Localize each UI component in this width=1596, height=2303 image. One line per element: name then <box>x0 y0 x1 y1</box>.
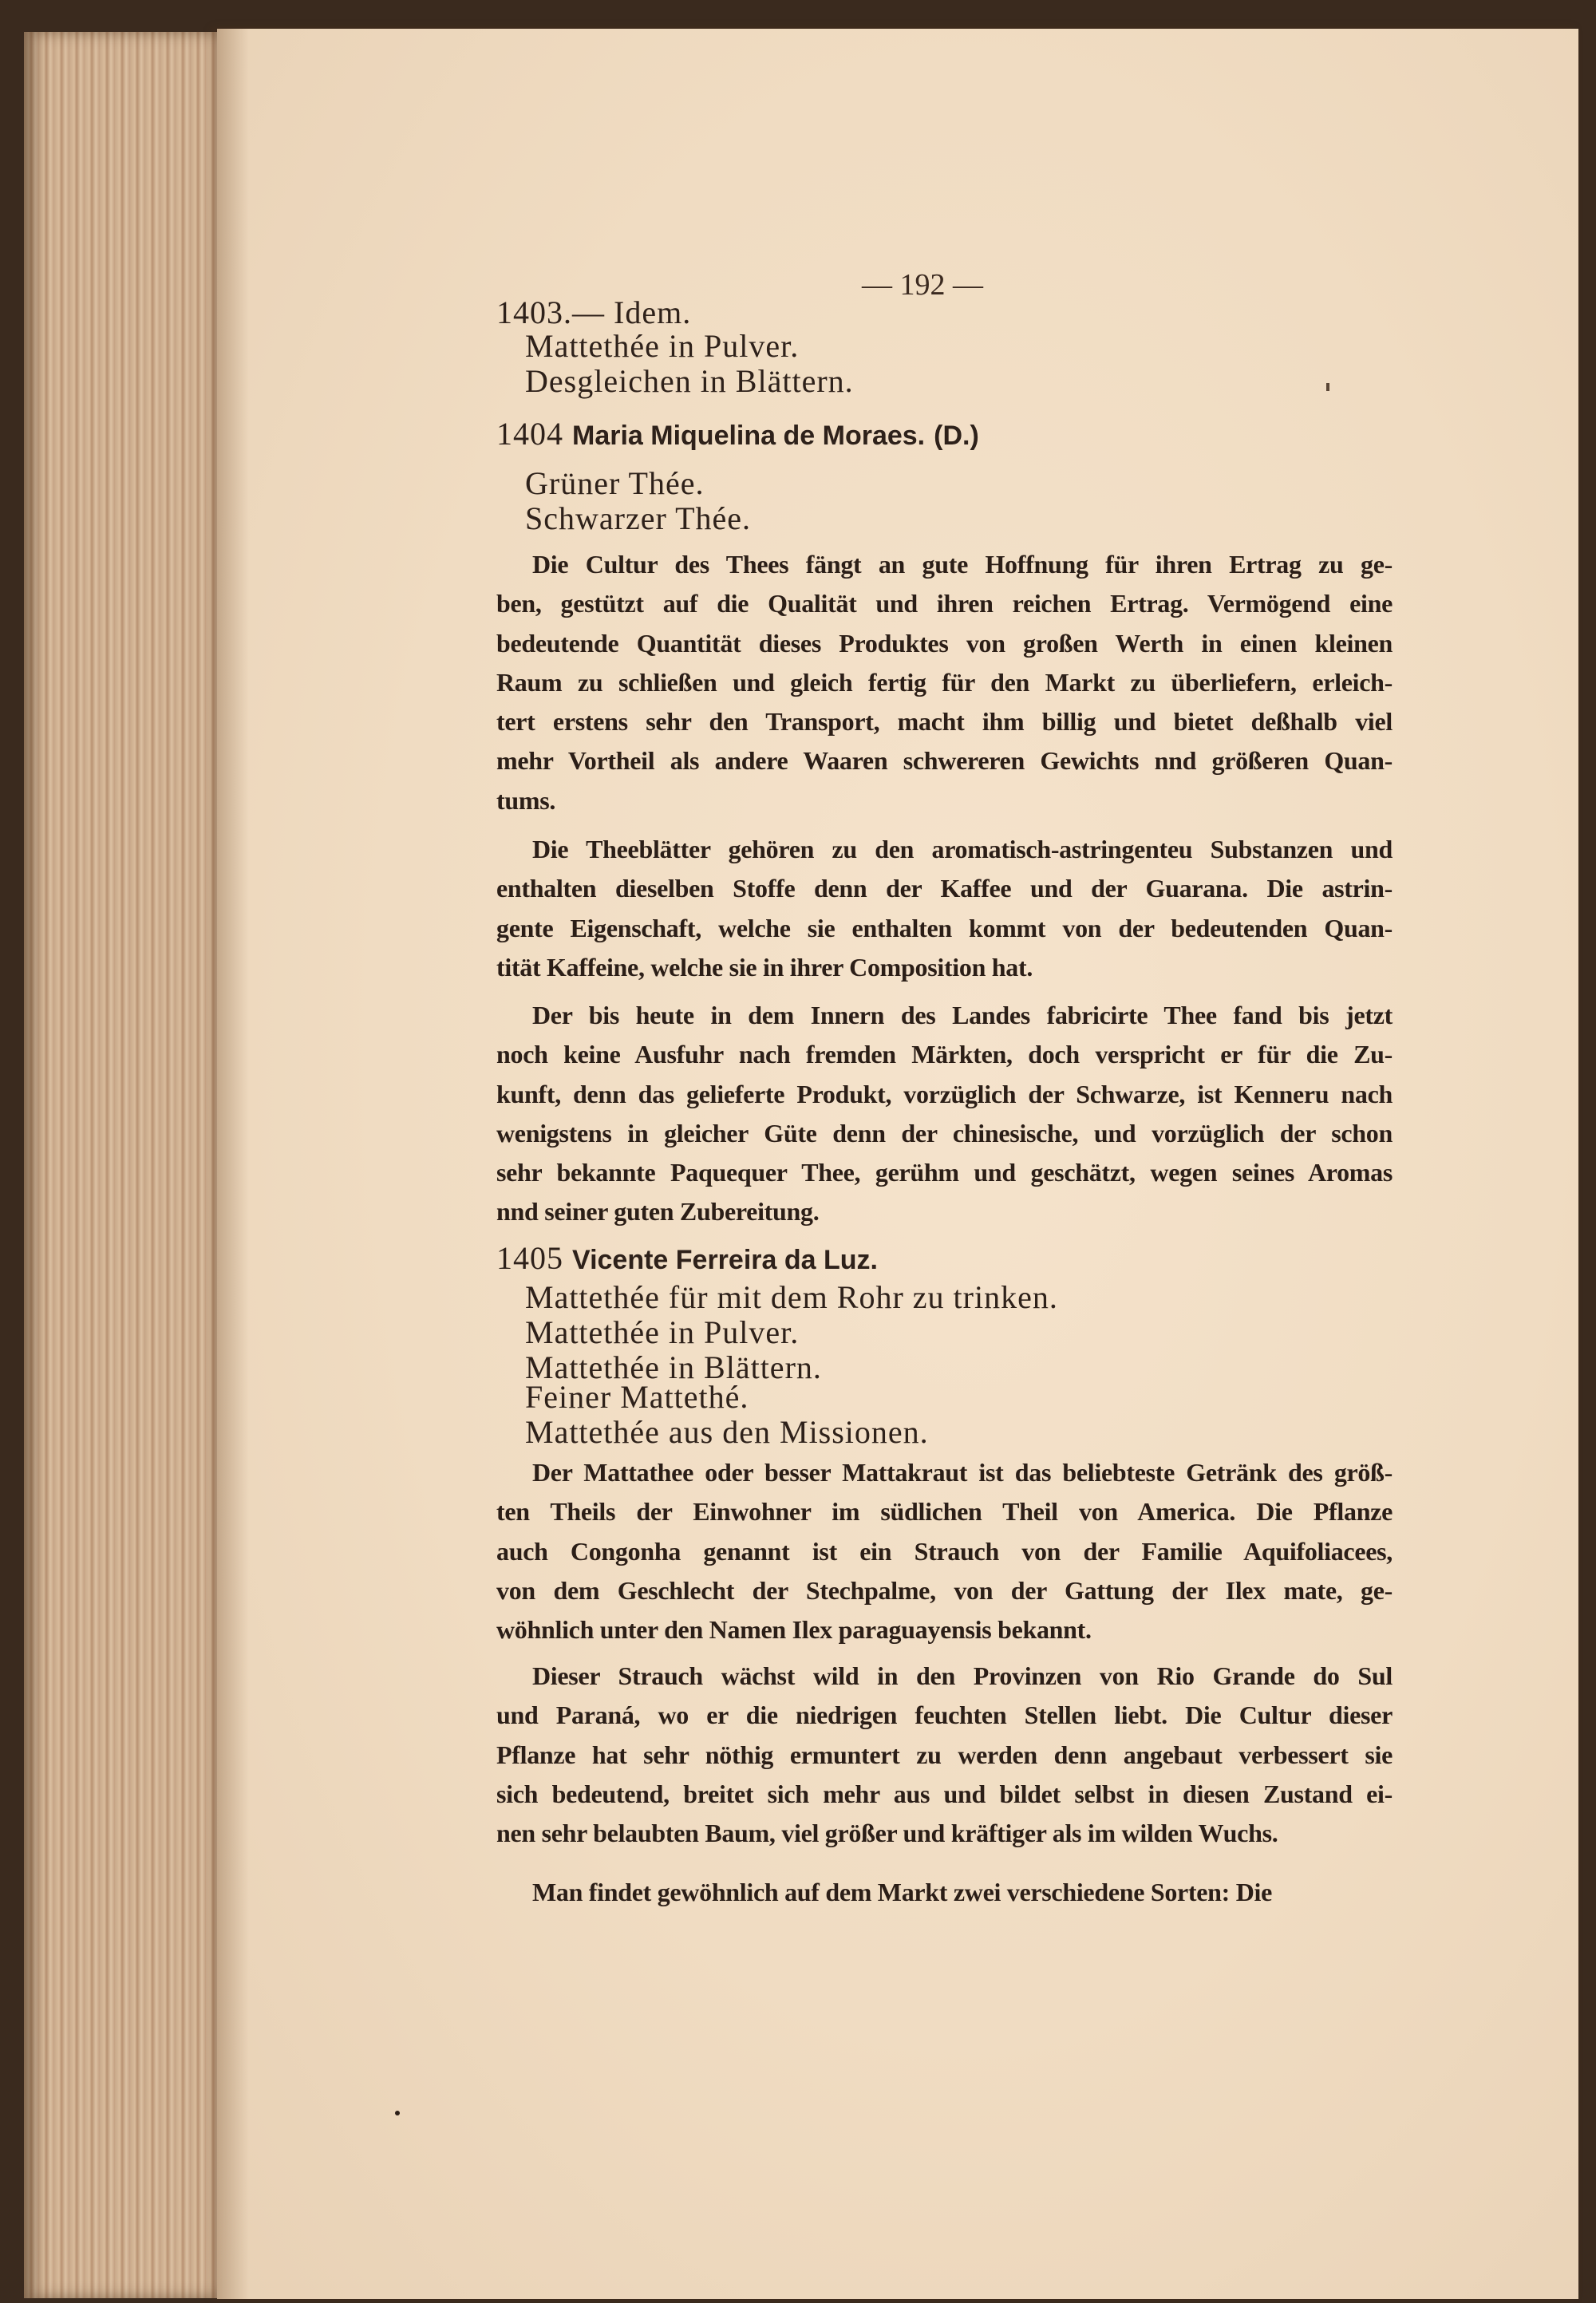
text-line: gente Eigenschaft, welche sie enthalten kommt von der bedeutenden Quan- <box>496 913 1393 942</box>
text-line: bedeutende Quantität dieses Produktes von großen Werth in einen kleinen <box>496 628 1393 658</box>
text-line: Die Theeblätter gehören zu den aromatisch-astringenteu Substanzen und <box>532 835 1393 863</box>
entry-item: Mattethée in Blättern. <box>525 1349 822 1385</box>
paragraph <box>496 996 1393 1232</box>
entry-heading-1404 <box>496 417 979 452</box>
entry-number: 1403.— Idem. <box>496 294 692 330</box>
text-line: sich bedeutend, breitet sich mehr aus und bildet selbst in diesen Zustand ei- <box>496 1779 1393 1808</box>
ink-speck <box>1326 383 1329 391</box>
text-line: Pflanze hat sehr nöthig ermuntert zu werden denn angebaut verbessert sie <box>496 1740 1393 1769</box>
entry-number: 1405 <box>496 1240 563 1276</box>
text-line: und Paraná, wo er die niedrigen feuchten Stellen liebt. Die Cultur dieser <box>496 1701 1393 1730</box>
paragraph <box>496 1657 1393 1853</box>
text-line: kunft, denn das gelieferte Produkt, vorzüglich der Schwarze, ist Kenneru nach <box>496 1079 1393 1108</box>
paragraph <box>496 1453 1393 1649</box>
text-line: tums. <box>496 785 556 815</box>
paragraph <box>496 1873 1393 1912</box>
paragraph <box>496 545 1393 820</box>
entry-item: Mattethée in Pulver. <box>525 1314 800 1350</box>
entry-item: Desgleichen in Blättern. <box>525 363 854 399</box>
text-line: auch Congonha genannt ist ein Strauch von der Familie Aquifoliacees, <box>496 1536 1393 1566</box>
entry-item: Feiner Mattethé. <box>525 1379 749 1415</box>
exhibitor-name: Maria Miquelina de Moraes. <box>572 421 926 451</box>
page-number: — 192 — <box>862 268 983 302</box>
text-line: mehr Vortheil als andere Waaren schwereren Gewichts nnd größeren Quan- <box>496 746 1393 776</box>
entry-heading-1405 <box>496 1241 878 1276</box>
ink-speck <box>395 2111 400 2115</box>
text-line: sehr bekannte Paquequer Thee, gerühm und geschätzt, wegen seines Aromas <box>496 1158 1393 1187</box>
entry-item: Mattethée aus den Missionen. <box>525 1414 929 1450</box>
text-line: Man findet gewöhnlich auf dem Markt zwei verschiedene Sorten: Die <box>532 1878 1273 1906</box>
entry-number: 1404 <box>496 416 563 452</box>
text-line: wenigstens in gleicher Güte denn der chinesische, und vorzüglich der schon <box>496 1118 1393 1148</box>
text-line: wöhnlich unter den Namen Ilex paraguayensis bekannt. <box>496 1615 1092 1645</box>
text-line: ben, gestützt auf die Qualität und ihren reichen Ertrag. Vermögend eine <box>496 589 1393 618</box>
text-line: Raum zu schließen und gleich fertig für den Markt zu überliefern, erleich- <box>496 667 1393 697</box>
entry-item: Mattethée für mit dem Rohr zu trinken. <box>525 1279 1058 1315</box>
text-line: noch keine Ausfuhr nach fremden Märkten, doch verspricht er für die Zu- <box>496 1040 1393 1069</box>
text-line: Dieser Strauch wächst wild in den Provinzen von Rio Grande do Sul <box>532 1661 1393 1690</box>
exhibitor-name: Vicente Ferreira da Luz. <box>572 1245 878 1275</box>
paragraph <box>496 830 1393 987</box>
page-gutter-shadow <box>217 29 249 2299</box>
entry-suffix: (D.) <box>934 421 979 451</box>
entry-heading-1403 <box>496 295 691 330</box>
text-line: tert erstens sehr den Transport, macht ihm billig und bietet deßhalb viel <box>496 707 1393 737</box>
text-line: von dem Geschlecht der Stechpalme, von der Gattung der Ilex mate, ge- <box>496 1575 1393 1605</box>
text-line: enthalten dieselben Stoffe denn der Kaffee und der Guarana. Die astrin- <box>496 874 1393 903</box>
text-line: ten Theils der Einwohner im südlichen Theil von America. Die Pflanze <box>496 1497 1393 1527</box>
book-page-edges <box>24 32 223 2298</box>
entry-item: Mattethée in Pulver. <box>525 328 800 364</box>
entry-item: Schwarzer Thée. <box>525 500 752 536</box>
text-line: nnd seiner guten Zubereitung. <box>496 1197 820 1227</box>
text-line: Die Cultur des Thees fängt an gute Hoffnung für ihren Ertrag zu ge- <box>532 550 1393 579</box>
text-line: tität Kaffeine, welche sie in ihrer Composition hat. <box>496 952 1033 982</box>
text-line: Der bis heute in dem Innern des Landes fabricirte Thee fand bis jetzt <box>532 1001 1393 1029</box>
text-line: nen sehr belaubten Baum, viel größer und kräftiger als im wilden Wuchs. <box>496 1819 1278 1848</box>
text-line: Der Mattathee oder besser Mattakraut ist das beliebteste Getränk des größ- <box>532 1458 1393 1487</box>
entry-item: Grüner Thée. <box>525 465 705 501</box>
